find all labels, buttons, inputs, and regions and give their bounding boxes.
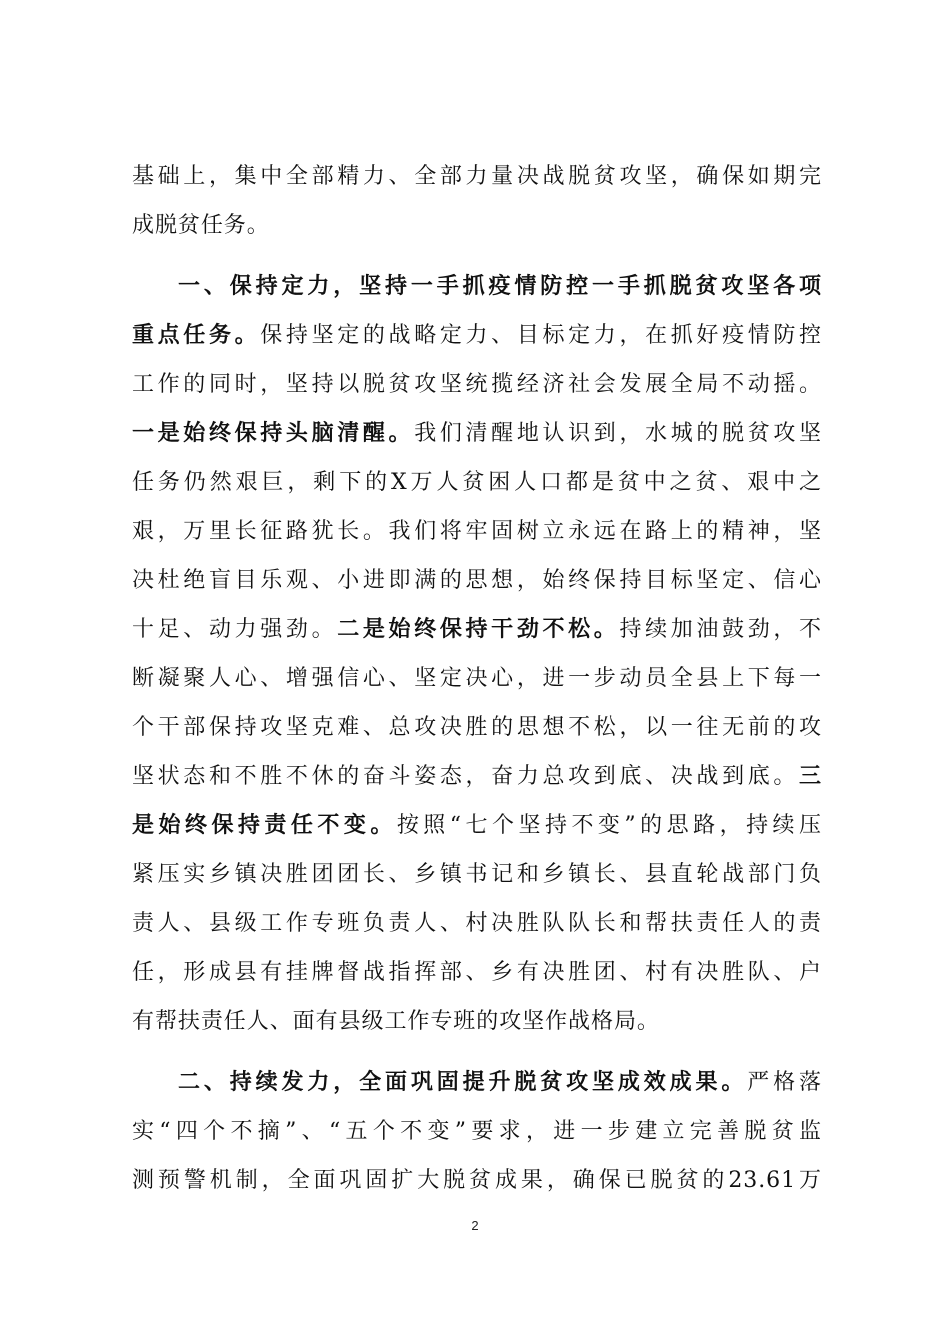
text-line [132,409,822,458]
text-span: 测预警机制，全面巩固扩大脱贫成果，确保已脱贫的23.61万 [132,1168,822,1193]
text-line [132,152,822,201]
heading-text: 重点任务。 [132,322,261,348]
text-line [132,201,822,250]
text-line [132,752,822,801]
text-span: 严格落 [747,1070,823,1095]
text-span: 紧压实乡镇决胜团团长、乡镇书记和乡镇长、县直轮战部门负 [132,862,822,887]
text-span: 按照“七个坚持不变”的思路，持续压 [396,813,822,838]
text-span: 艰，万里长征路犹长。我们将牢固树立永远在路上的精神，坚 [132,519,822,544]
text-span: 决杜绝盲目乐观、小进即满的思想，始终保持目标坚定、信心 [132,568,822,593]
text-span: 任，形成县有挂牌督战指挥部、乡有决胜团、村有决胜队、户 [132,960,822,985]
text-line [132,507,822,556]
text-line [132,703,822,752]
text-line [132,1156,822,1205]
subheading-text: 二是始终保持干劲不松。 [337,616,620,642]
text-span: 基础上，集中全部精力、全部力量决战脱贫攻坚，确保如期完 [132,164,822,189]
page-number: 2 [471,1218,479,1233]
text-span: 工作的同时，坚持以脱贫攻坚统揽经济社会发展全局不动摇。 [132,372,822,397]
text-span: 坚状态和不胜不休的奋斗姿态，奋力总攻到底、决战到底。 [132,764,800,789]
text-span: 我们清醒地认识到，水城的脱贫攻坚 [414,421,823,446]
text-line [132,360,822,409]
text-line [132,605,822,654]
heading-text: 二、持续发力，全面巩固提升脱贫攻坚成效成果。 [178,1069,748,1095]
text-span: 实“四个不摘”、“五个不变”要求，进一步建立完善脱贫监 [132,1119,822,1144]
text-line [132,311,822,360]
subheading-text: 是始终保持责任不变。 [132,812,397,838]
text-line [132,801,822,850]
text-span: 十足、动力强劲。 [132,617,338,642]
text-span: 持续加油鼓劲，不 [619,617,823,642]
text-line [132,654,822,703]
subheading-text: 一是始终保持头脑清醒。 [132,420,415,446]
text-line [132,556,822,605]
text-span: 个干部保持攻坚克难、总攻决胜的思想不松，以一往无前的攻 [132,715,822,740]
text-line [132,997,822,1046]
text-span: 任务仍然艰巨，剩下的X万人贫困人口都是贫中之贫、艰中之 [132,470,822,495]
text-line [132,1107,822,1156]
section-heading [132,262,822,311]
text-line [132,899,822,948]
text-line [132,458,822,507]
heading-text: 一、保持定力，坚持一手抓疫情防控一手抓脱贫攻坚各项 [178,273,822,299]
text-span: 断凝聚人心、增强信心、坚定决心，进一步动员全县上下每一 [132,666,822,691]
text-line [132,948,822,997]
text-span: 成脱贫任务。 [132,213,270,238]
text-span: 有帮扶责任人、面有县级工作专班的攻坚作战格局。 [132,1009,660,1034]
subheading-text: 三 [799,763,822,789]
text-line [132,850,822,899]
text-span: 保持坚定的战略定力、目标定力，在抓好疫情防控 [260,323,822,348]
text-span: 责人、县级工作专班负责人、村决胜队队长和帮扶责任人的责 [132,911,822,936]
document-body [132,152,822,1205]
section-heading [132,1058,822,1107]
